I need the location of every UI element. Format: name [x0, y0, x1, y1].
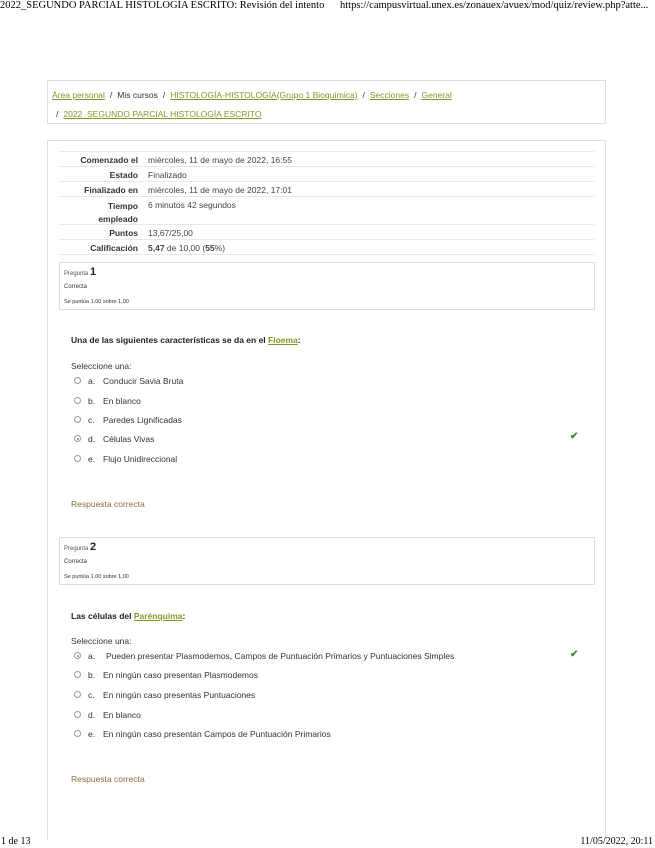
- summary-label: Finalizado en: [84, 185, 138, 195]
- grade-end: %): [214, 243, 226, 253]
- print-header: [0, 0, 655, 14]
- summary-value: Finalizado: [148, 170, 187, 180]
- breadcrumb-general[interactable]: General: [421, 90, 452, 100]
- breadcrumb-area-personal[interactable]: Área personal: [52, 90, 105, 100]
- question-info-1: [59, 262, 595, 310]
- radio-button[interactable]: [74, 455, 81, 462]
- summary-label: Tiempo empleado: [98, 201, 138, 224]
- breadcrumb-separator: /: [162, 90, 166, 100]
- radio-button[interactable]: [74, 711, 81, 718]
- grade-mid: de 10,00 (: [164, 243, 206, 253]
- radio-button-selected[interactable]: [74, 652, 81, 659]
- summary-row-state: [59, 167, 594, 182]
- print-datetime: 11/05/2022, 20:11: [580, 836, 653, 847]
- summary-value: miércoles, 11 de mayo de 2022, 17:01: [148, 185, 292, 195]
- breadcrumb-quiz[interactable]: 2022_SEGUNDO PARCIAL HISTOLOGÍA ESCRITO: [63, 109, 262, 119]
- question-state: Correcta: [64, 284, 88, 290]
- question-text-2: Las células del Parénquima:: [71, 611, 186, 621]
- breadcrumb: [47, 80, 606, 124]
- attempt-summary-table: [59, 151, 594, 255]
- question-feedback: Respuesta correcta: [71, 774, 145, 784]
- question-number: Pregunta 2: [64, 541, 97, 553]
- summary-label: Estado: [109, 170, 138, 180]
- summary-label: Puntos: [109, 228, 138, 238]
- radio-button[interactable]: [74, 671, 81, 678]
- grade-score: 5,47: [148, 243, 165, 253]
- summary-row-points: [59, 225, 594, 240]
- correct-check-icon: ✔: [570, 431, 579, 442]
- breadcrumb-separator: /: [414, 90, 417, 100]
- radio-button[interactable]: [74, 397, 81, 404]
- summary-value: [148, 243, 225, 253]
- question-text-1: Una de las siguientes características se da en el Floema:: [71, 335, 301, 345]
- print-page-number: 1 de 13: [1, 836, 31, 847]
- summary-label: Comenzado el: [80, 155, 138, 165]
- breadcrumb-mis-cursos: Mis cursos: [117, 90, 158, 100]
- radio-button[interactable]: [74, 730, 81, 737]
- glossary-link-parenquima[interactable]: Parénquima: [133, 611, 183, 621]
- summary-row-time: [59, 197, 594, 225]
- grade-percent: 55: [205, 243, 215, 253]
- breadcrumb-course[interactable]: HISTOLOGÍA-HISTOLOGÍA(Grupo 1 Bioquímica): [170, 90, 358, 100]
- breadcrumb-secciones[interactable]: Secciones: [369, 90, 410, 100]
- correct-check-icon: ✔: [570, 649, 579, 660]
- radio-button[interactable]: [74, 377, 81, 384]
- summary-row-grade: [59, 240, 594, 255]
- summary-value: 6 minutos 42 segundos: [148, 200, 236, 210]
- question-number: Pregunta 1: [64, 266, 97, 278]
- summary-value: miércoles, 11 de mayo de 2022, 16:55: [148, 155, 292, 165]
- print-url: https://campusvirtual.unex.es/zonauex/avuex/mod/quiz/review.php?atte...: [340, 0, 649, 11]
- question-feedback: Respuesta correcta: [71, 499, 145, 509]
- breadcrumb-separator: /: [362, 90, 365, 100]
- radio-button-selected[interactable]: [74, 435, 81, 442]
- radio-button[interactable]: [74, 691, 81, 698]
- answer-prompt: Seleccione una:: [71, 636, 132, 646]
- breadcrumb-separator: /: [109, 90, 113, 100]
- question-grade: Se puntúa 1,00 sobre 1,00: [64, 574, 129, 580]
- print-title: 2022_SEGUNDO PARCIAL HISTOLOGÍA ESCRITO: Revisión del intento: [0, 0, 325, 11]
- summary-row-finished: [59, 182, 594, 197]
- question-info-2: [59, 537, 595, 585]
- breadcrumb-separator: /: [56, 109, 59, 119]
- radio-button[interactable]: [74, 416, 81, 423]
- question-grade: Se puntúa 1,00 sobre 1,00: [64, 299, 129, 305]
- summary-label: Calificación: [90, 243, 138, 253]
- print-footer: [0, 836, 655, 848]
- question-state: Correcta: [64, 559, 88, 565]
- summary-value: 13,67/25,00: [148, 228, 193, 238]
- glossary-link-floema[interactable]: Floema: [268, 335, 298, 345]
- summary-row-started: [59, 152, 594, 167]
- answer-prompt: Seleccione una:: [71, 361, 132, 371]
